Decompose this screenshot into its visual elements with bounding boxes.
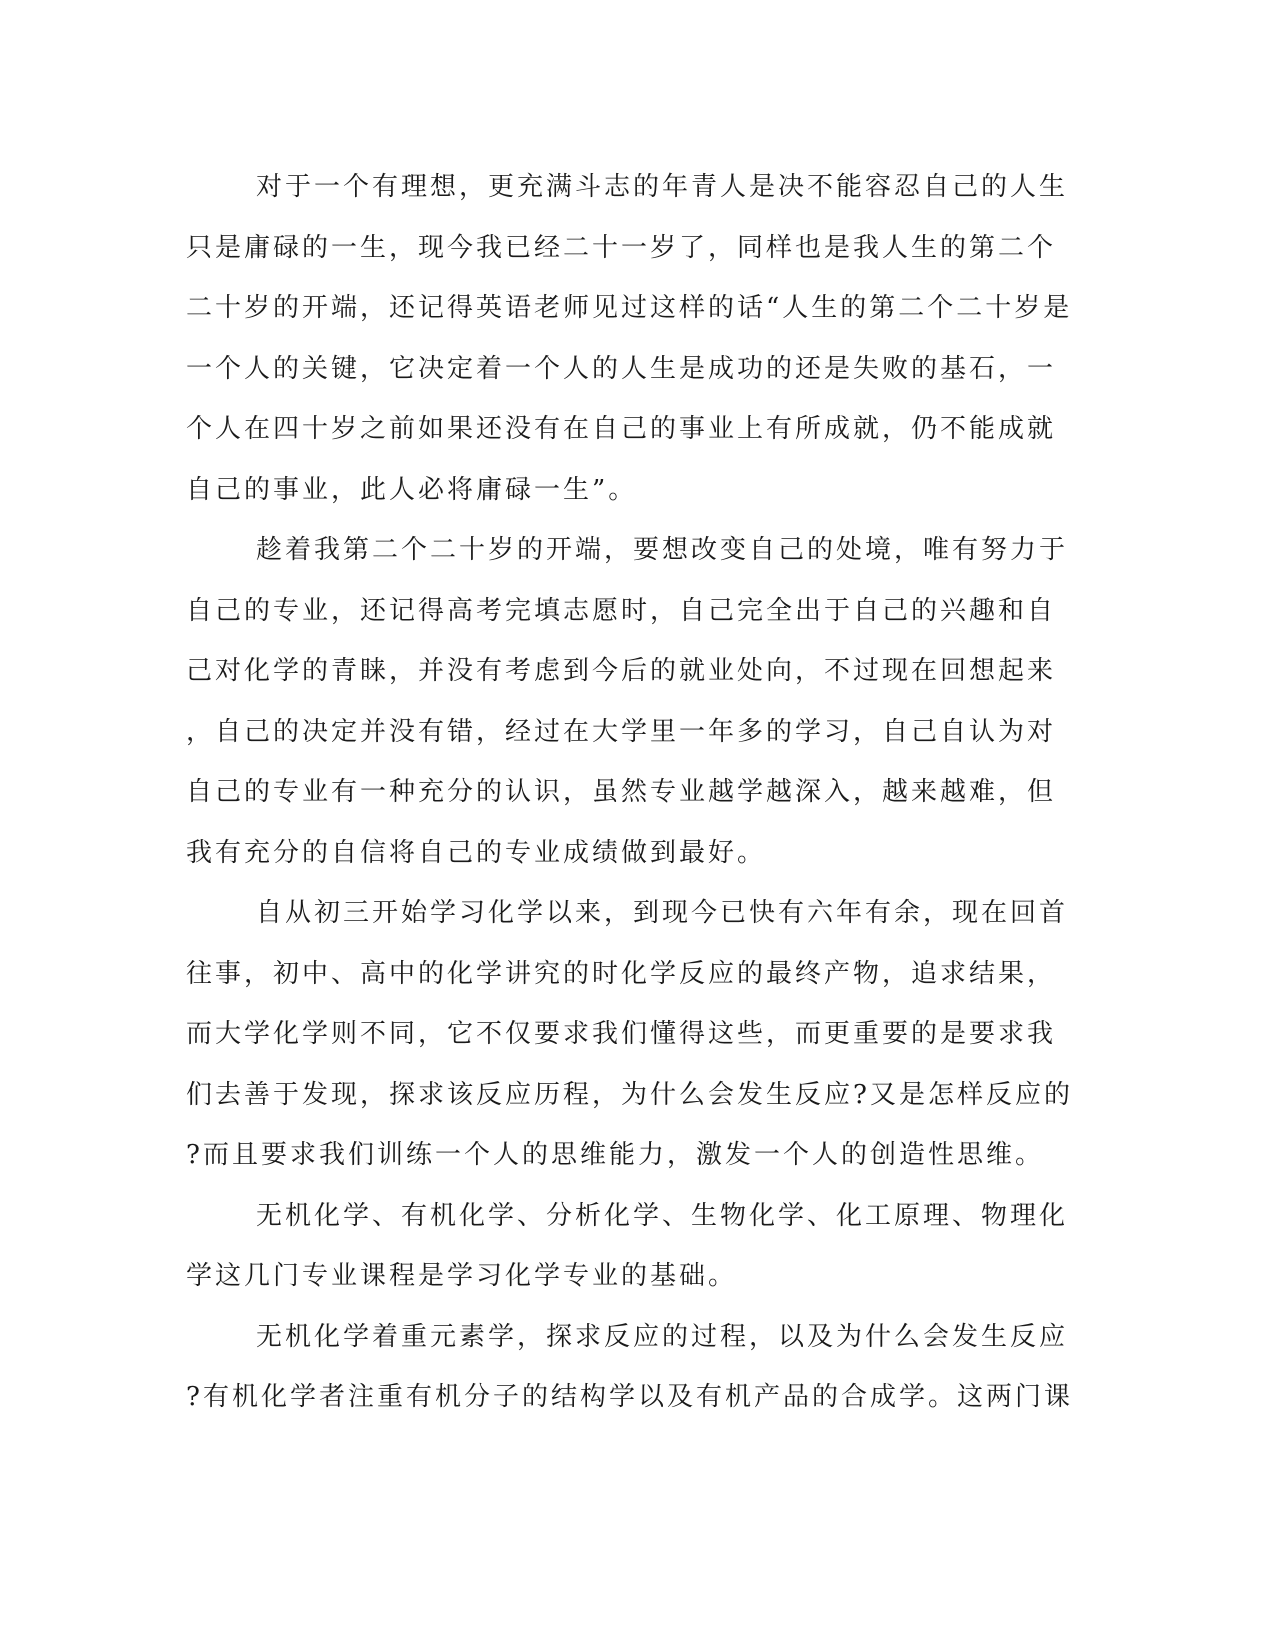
text-line: 个人在四十岁之前如果还没有在自己的事业上有所成就，仍不能成就	[186, 414, 1057, 444]
text-line: 自从初三开始学习化学以来，到现今已快有六年有余，现在回首	[256, 898, 1069, 928]
text-line: 而大学化学则不同，它不仅要求我们懂得这些，而更重要的是要求我	[186, 1019, 1057, 1049]
text-line: 对于一个有理想，更充满斗志的年青人是决不能容忍自己的人生	[256, 172, 1069, 202]
text-line: ，自己的决定并没有错，经过在大学里一年多的学习，自己自认为对	[186, 716, 1057, 747]
text-line: 只是庸碌的一生，现今我已经二十一岁了，同样也是我人生的第二个	[186, 232, 1057, 263]
text-line: 自己的专业有一种充分的认识，虽然专业越学越深入，越来越难，但	[186, 777, 1057, 807]
text-line: ?有机化学者注重有机分子的结构学以及有机产品的合成学。这两门课	[186, 1382, 1073, 1412]
text-line: 我有充分的自信将自己的专业成绩做到最好。	[186, 837, 767, 868]
text-line: 一个人的关键，它决定着一个人的人生是成功的还是失败的基石，一	[186, 353, 1057, 384]
text-line: 学这几门专业课程是学习化学专业的基础。	[186, 1261, 738, 1291]
text-line: 二十岁的开端，还记得英语老师见过这样的话“人生的第二个二十岁是	[186, 293, 1073, 323]
text-line: 己对化学的青睐，并没有考虑到今后的就业处向，不过现在回想起来	[186, 656, 1057, 686]
body-text	[186, 157, 1086, 1428]
text-line: 们去善于发现，探求该反应历程，为什么会发生反应?又是怎样反应的	[186, 1079, 1073, 1110]
text-line: 往事，初中、高中的化学讲究的时化学反应的最终产物，追求结果，	[186, 958, 1057, 989]
text-line: 趁着我第二个二十岁的开端，要想改变自己的处境，唯有努力于	[256, 535, 1069, 565]
text-line: 自己的专业，还记得高考完填志愿时，自己完全出于自己的兴趣和自	[186, 595, 1057, 626]
text-line: 自己的事业，此人必将庸碌一生”。	[186, 474, 638, 505]
text-line: ?而且要求我们训练一个人的思维能力，激发一个人的创造性思维。	[186, 1140, 1044, 1170]
text-line: 无机化学着重元素学，探求反应的过程，以及为什么会发生反应	[256, 1321, 1069, 1352]
text-line: 无机化学、有机化学、分析化学、生物化学、化工原理、物理化	[256, 1200, 1069, 1231]
